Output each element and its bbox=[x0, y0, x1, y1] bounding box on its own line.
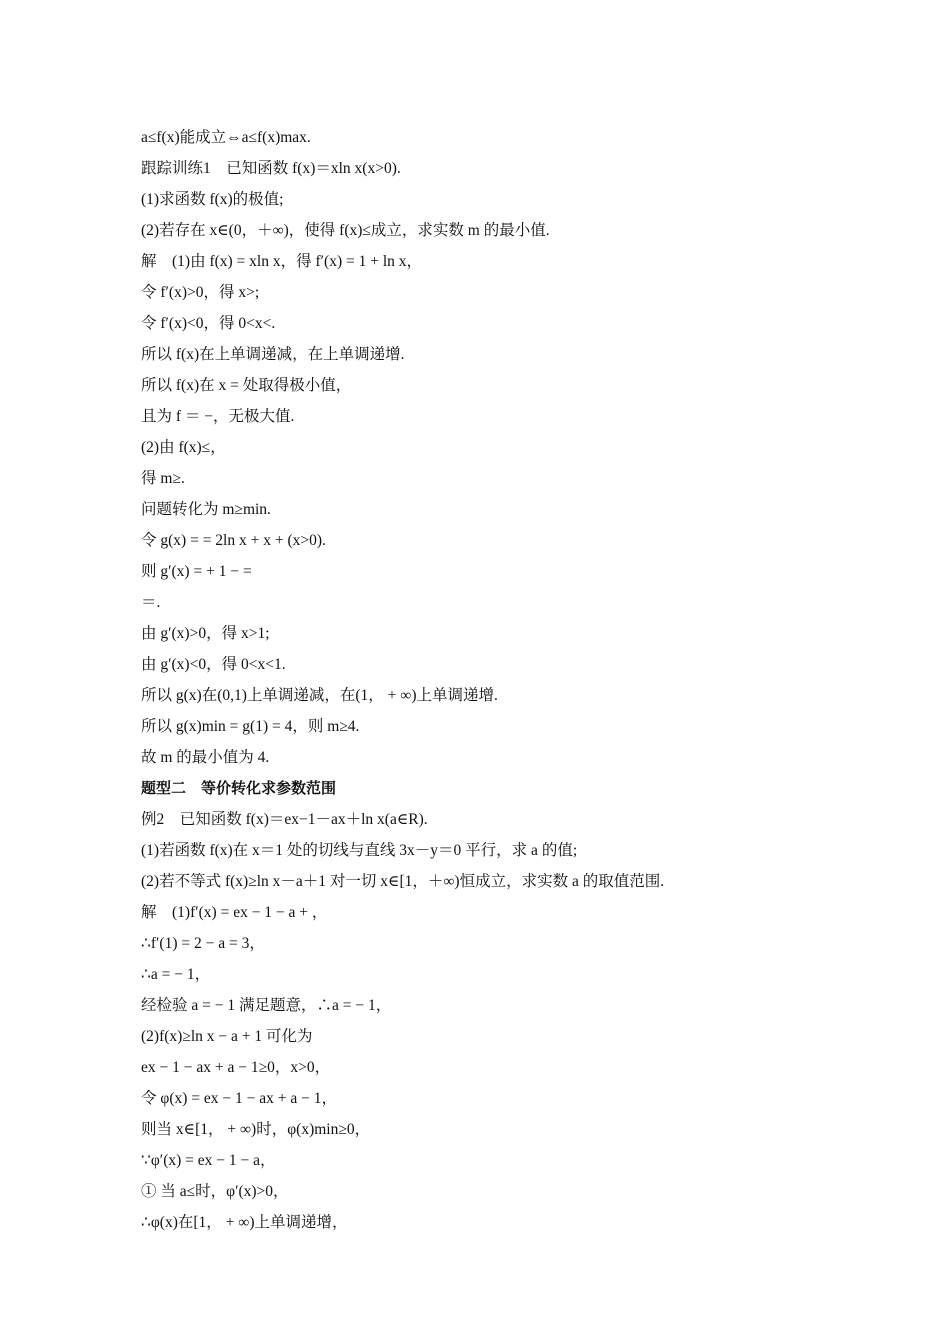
text-line: ＝. bbox=[141, 594, 161, 611]
section-heading: 题型二 等价转化求参数范围 bbox=[141, 779, 337, 797]
text-line: 故 m 的最小值为 4. bbox=[141, 749, 270, 766]
text-line: 令 g(x) = = 2ln x + x + (x>0). bbox=[141, 532, 326, 549]
text-line: 令 f′(x)>0，得 x>; bbox=[141, 284, 260, 301]
text-line: ∴a = − 1， bbox=[141, 966, 211, 983]
text-line: ∴φ(x)在[1， + ∞)上单调递增， bbox=[141, 1214, 348, 1231]
text-line: 则当 x∈[1， + ∞)时，φ(x)min≥0， bbox=[141, 1121, 371, 1138]
text-line: 解 (1)f′(x) = ex − 1 − a + ， bbox=[141, 904, 328, 921]
text-line: 由 g′(x)<0，得 0<x<1. bbox=[141, 656, 286, 673]
text-line: 解 (1)由 f(x) = xln x，得 f′(x) = 1 + ln x， bbox=[141, 253, 423, 270]
text-line: ∵φ′(x) = ex − 1 − a， bbox=[141, 1152, 276, 1169]
text-line: 所以 g(x)在(0,1)上单调递减，在(1， + ∞)上单调递增. bbox=[141, 687, 498, 704]
text-line: ∴f′(1) = 2 − a = 3， bbox=[141, 935, 265, 952]
text-line: (2)若存在 x∈(0，＋∞)，使得 f(x)≤成立，求实数 m 的最小值. bbox=[141, 222, 550, 239]
text-line: 跟踪训练1 已知函数 f(x)＝xln x(x>0). bbox=[141, 160, 401, 177]
text-line: (2)由 f(x)≤， bbox=[141, 439, 226, 456]
text-line: (1)求函数 f(x)的极值; bbox=[141, 191, 284, 208]
text-line: a≤f(x)能成立⇔a≤f(x)max. bbox=[141, 129, 311, 146]
text-line: (2)f(x)≥ln x − a + 1 可化为 bbox=[141, 1028, 313, 1045]
text-line: ① 当 a≤时，φ′(x)>0， bbox=[141, 1183, 289, 1200]
text-line: ex − 1 − ax + a − 1≥0，x>0， bbox=[141, 1059, 331, 1076]
text-line: 例2 已知函数 f(x)＝ex−1－ax＋ln x(a∈R). bbox=[141, 811, 428, 828]
text-line: 则 g′(x) = + 1 − = bbox=[141, 563, 252, 580]
text-line: (2)若不等式 f(x)≥ln x－a＋1 对一切 x∈[1，＋∞)恒成立，求实数 a 的取值范围. bbox=[141, 873, 665, 890]
text-line: 经检验 a = − 1 满足题意，∴a = − 1， bbox=[141, 997, 392, 1014]
page-content bbox=[141, 122, 841, 1238]
text-line: 由 g′(x)>0，得 x>1; bbox=[141, 625, 270, 642]
text-line: 令 f′(x)<0，得 0<x<. bbox=[141, 315, 276, 332]
text-line: 所以 f(x)在 x = 处取得极小值， bbox=[141, 377, 352, 394]
text-line: (1)若函数 f(x)在 x＝1 处的切线与直线 3x－y＝0 平行，求 a 的值; bbox=[141, 842, 578, 859]
text-line: 所以 g(x)min = g(1) = 4，则 m≥4. bbox=[141, 718, 360, 735]
text-line: 所以 f(x)在上单调递减，在上单调递增. bbox=[141, 346, 405, 363]
text-line: 且为 f ＝ −，无极大值. bbox=[141, 408, 295, 425]
text-line: 问题转化为 m≥min. bbox=[141, 501, 271, 518]
text-line: 得 m≥. bbox=[141, 470, 185, 487]
text-line: 令 φ(x) = ex − 1 − ax + a − 1， bbox=[141, 1090, 337, 1107]
